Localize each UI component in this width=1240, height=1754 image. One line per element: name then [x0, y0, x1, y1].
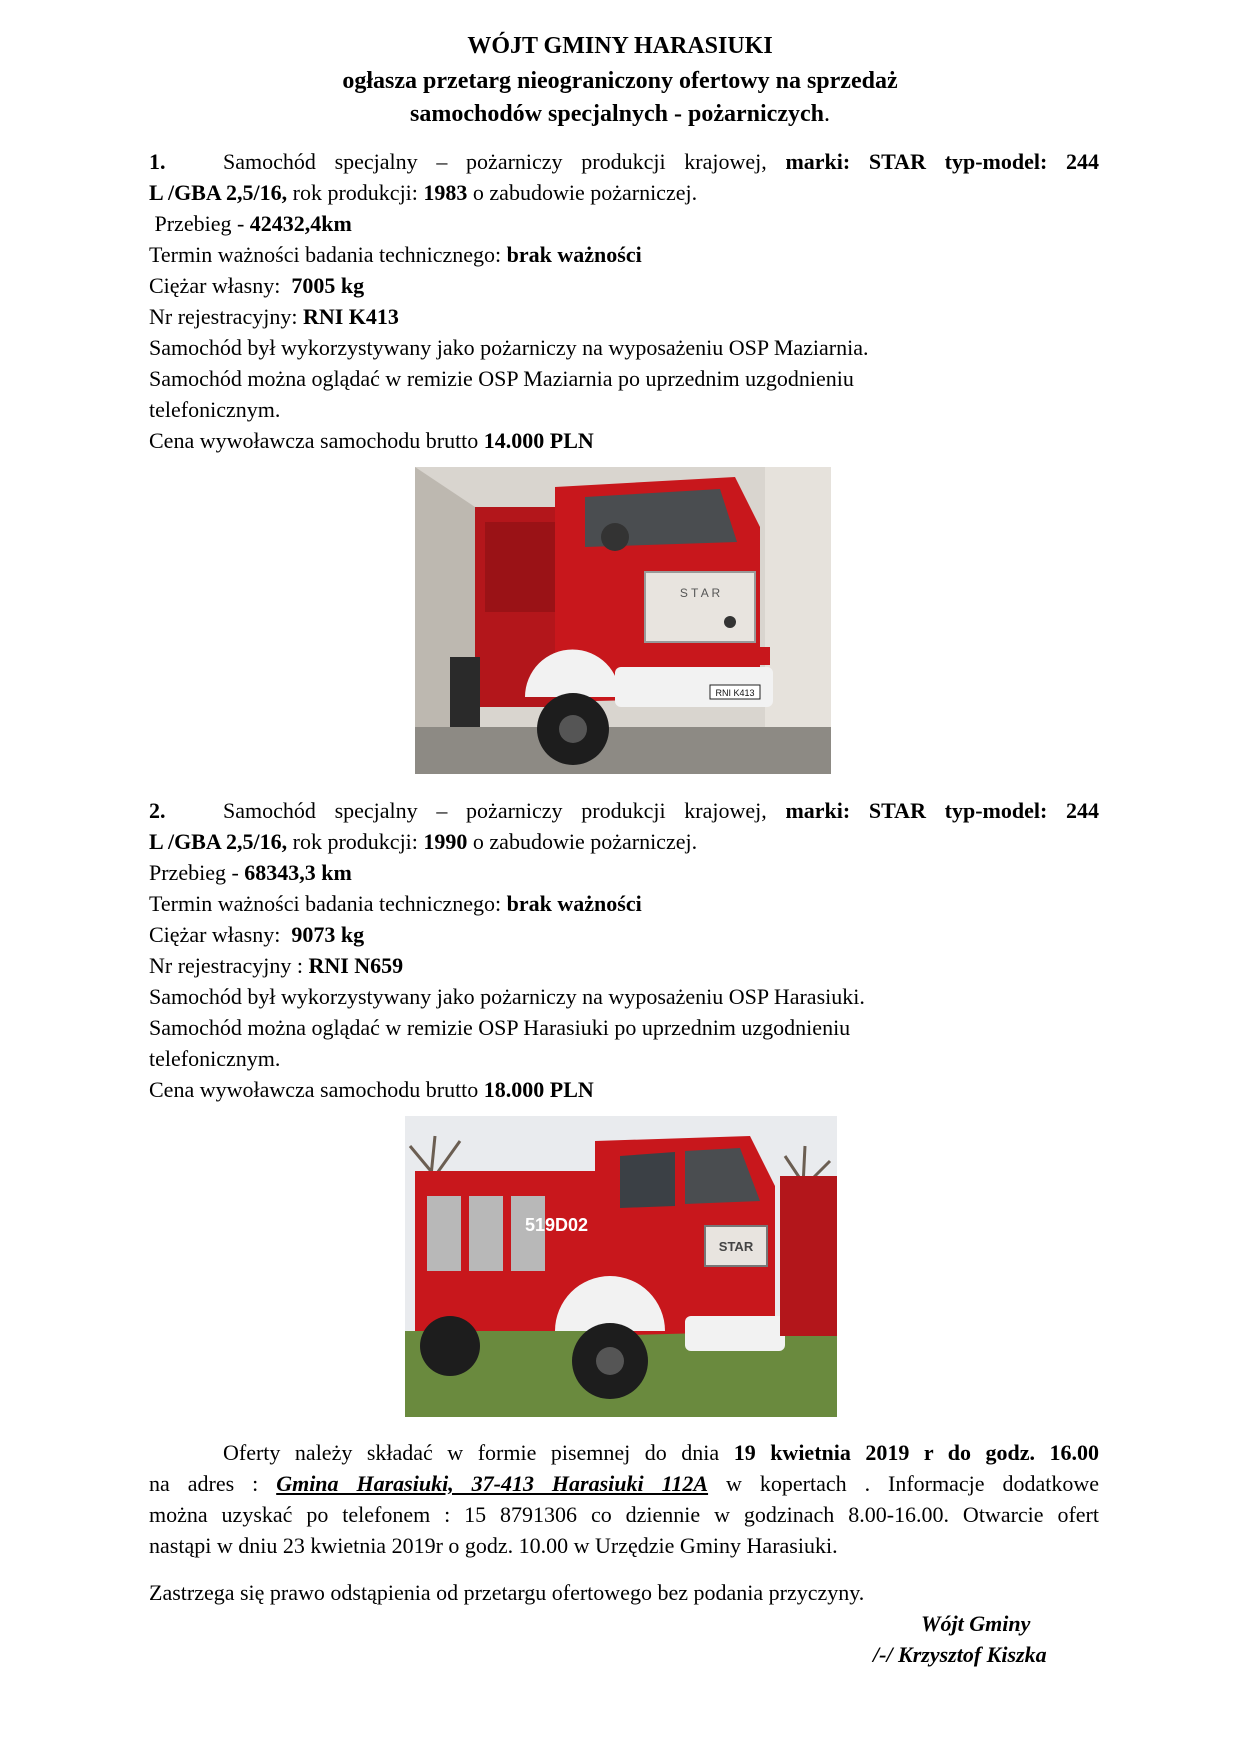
license-plate: RNI K413 [715, 688, 755, 698]
vehicle-2-line-2: L /GBA 2,5/16, rok produkcji: 1990 o zabudowie pożarniczej. [149, 829, 698, 854]
vehicle-2-line-1: 2. Samochód specjalny – pożarniczy produkcji krajowej, marki: STAR typ-model: 244 [149, 795, 1099, 826]
vehicle-1-viewing-cont: telefonicznym. [149, 397, 281, 422]
reservation-text: Zastrzega się prawo odstąpienia od przetargu ofertowego bez podania przyczyny. [149, 1580, 865, 1605]
signature-name: /-/ Krzysztof Kiszka [873, 1642, 1047, 1667]
document-title: WÓJT GMINY HARASIUKI [467, 33, 773, 59]
vehicle-2-registration: Nr rejestracyjny : RNI N659 [149, 953, 404, 978]
fire-truck-outdoor-image [405, 1116, 837, 1417]
vehicle-2-usage: Samochód był wykorzystywany jako pożarniczy na wyposażeniu OSP Harasiuki. [149, 984, 865, 1009]
vehicle-2-viewing-cont: telefonicznym. [149, 1046, 281, 1071]
opening-line: nastąpi w dniu 23 kwietnia 2019r o godz. 10.00 w Urzędzie Gminy Harasiuki. [149, 1533, 838, 1558]
fire-truck-garage-image [415, 467, 831, 774]
offers-deadline-line: Oferty należy składać w formie pisemnej do dnia 19 kwietnia 2019 r do godz. 16.00 [223, 1440, 1100, 1465]
vehicle-2-description [149, 795, 1099, 1105]
vehicle-1-line-2: L /GBA 2,5/16, rok produkcji: 1983 o zabudowie pożarniczej. [149, 180, 698, 205]
vehicle-2-mileage: Przebieg - 68343,3 km [149, 860, 352, 885]
vehicle-2-number: 2. [149, 798, 166, 823]
vehicle-1-price: Cena wywoławcza samochodu brutto 14.000 PLN [149, 428, 594, 453]
address-text: Gmina Harasiuki, 37-413 Harasiuki 112A [276, 1471, 709, 1496]
vehicle-1-number: 1. [149, 149, 166, 174]
info-line: można uzyskać po telefonem : 15 8791306 co dziennie w godzinach 8.00-16.00. Otwarcie ofert [149, 1502, 1099, 1527]
vehicle-1-viewing: Samochód można oglądać w remizie OSP Maziarnia po uprzednim uzgodnieniu [149, 366, 854, 391]
reservation-note [149, 1577, 1099, 1608]
vehicle-side-number: 519D02 [525, 1215, 589, 1235]
vehicle-1-usage: Samochód był wykorzystywany jako pożarniczy na wyposażeniu OSP Maziarnia. [149, 335, 869, 360]
vehicle-2-weight: Ciężar własny: 9073 kg [149, 922, 365, 947]
address-line: na adres : Gmina Harasiuki, 37-413 Harasiuki 112A w kopertach . Informacje dodatkowe [149, 1471, 1100, 1496]
offer-instructions [149, 1437, 1099, 1561]
grille-lettering-2: STAR [718, 1239, 754, 1254]
vehicle-1-weight: Ciężar własny: 7005 kg [149, 273, 365, 298]
grille-lettering: S T A R [679, 586, 721, 600]
vehicle-2-price: Cena wywoławcza samochodu brutto 18.000 PLN [149, 1077, 594, 1102]
vehicle-1-line-1: 1. Samochód specjalny – pożarniczy produkcji krajowej, marki: STAR typ-model: 244 [149, 146, 1099, 177]
vehicle-2-viewing: Samochód można oglądać w remizie OSP Harasiuki po uprzednim uzgodnieniu [149, 1015, 851, 1040]
vehicle-1-description [149, 146, 1099, 456]
document-subtitle: ogłasza przetarg nieograniczony ofertowy na sprzedaż [342, 68, 898, 94]
document-subtitle-2: samochodów specjalnych - pożarniczych. [410, 101, 830, 127]
vehicle-1-inspection: Termin ważności badania technicznego: brak ważności [149, 242, 642, 267]
vehicle-1-photo [415, 467, 831, 774]
vehicle-1-registration: Nr rejestracyjny: RNI K413 [149, 304, 399, 329]
vehicle-1-mileage: Przebieg - 42432,4km [154, 211, 352, 236]
vehicle-2-inspection: Termin ważności badania technicznego: brak ważności [149, 891, 642, 916]
vehicle-2-photo [405, 1116, 837, 1417]
signature-title: Wójt Gminy [921, 1611, 1031, 1636]
